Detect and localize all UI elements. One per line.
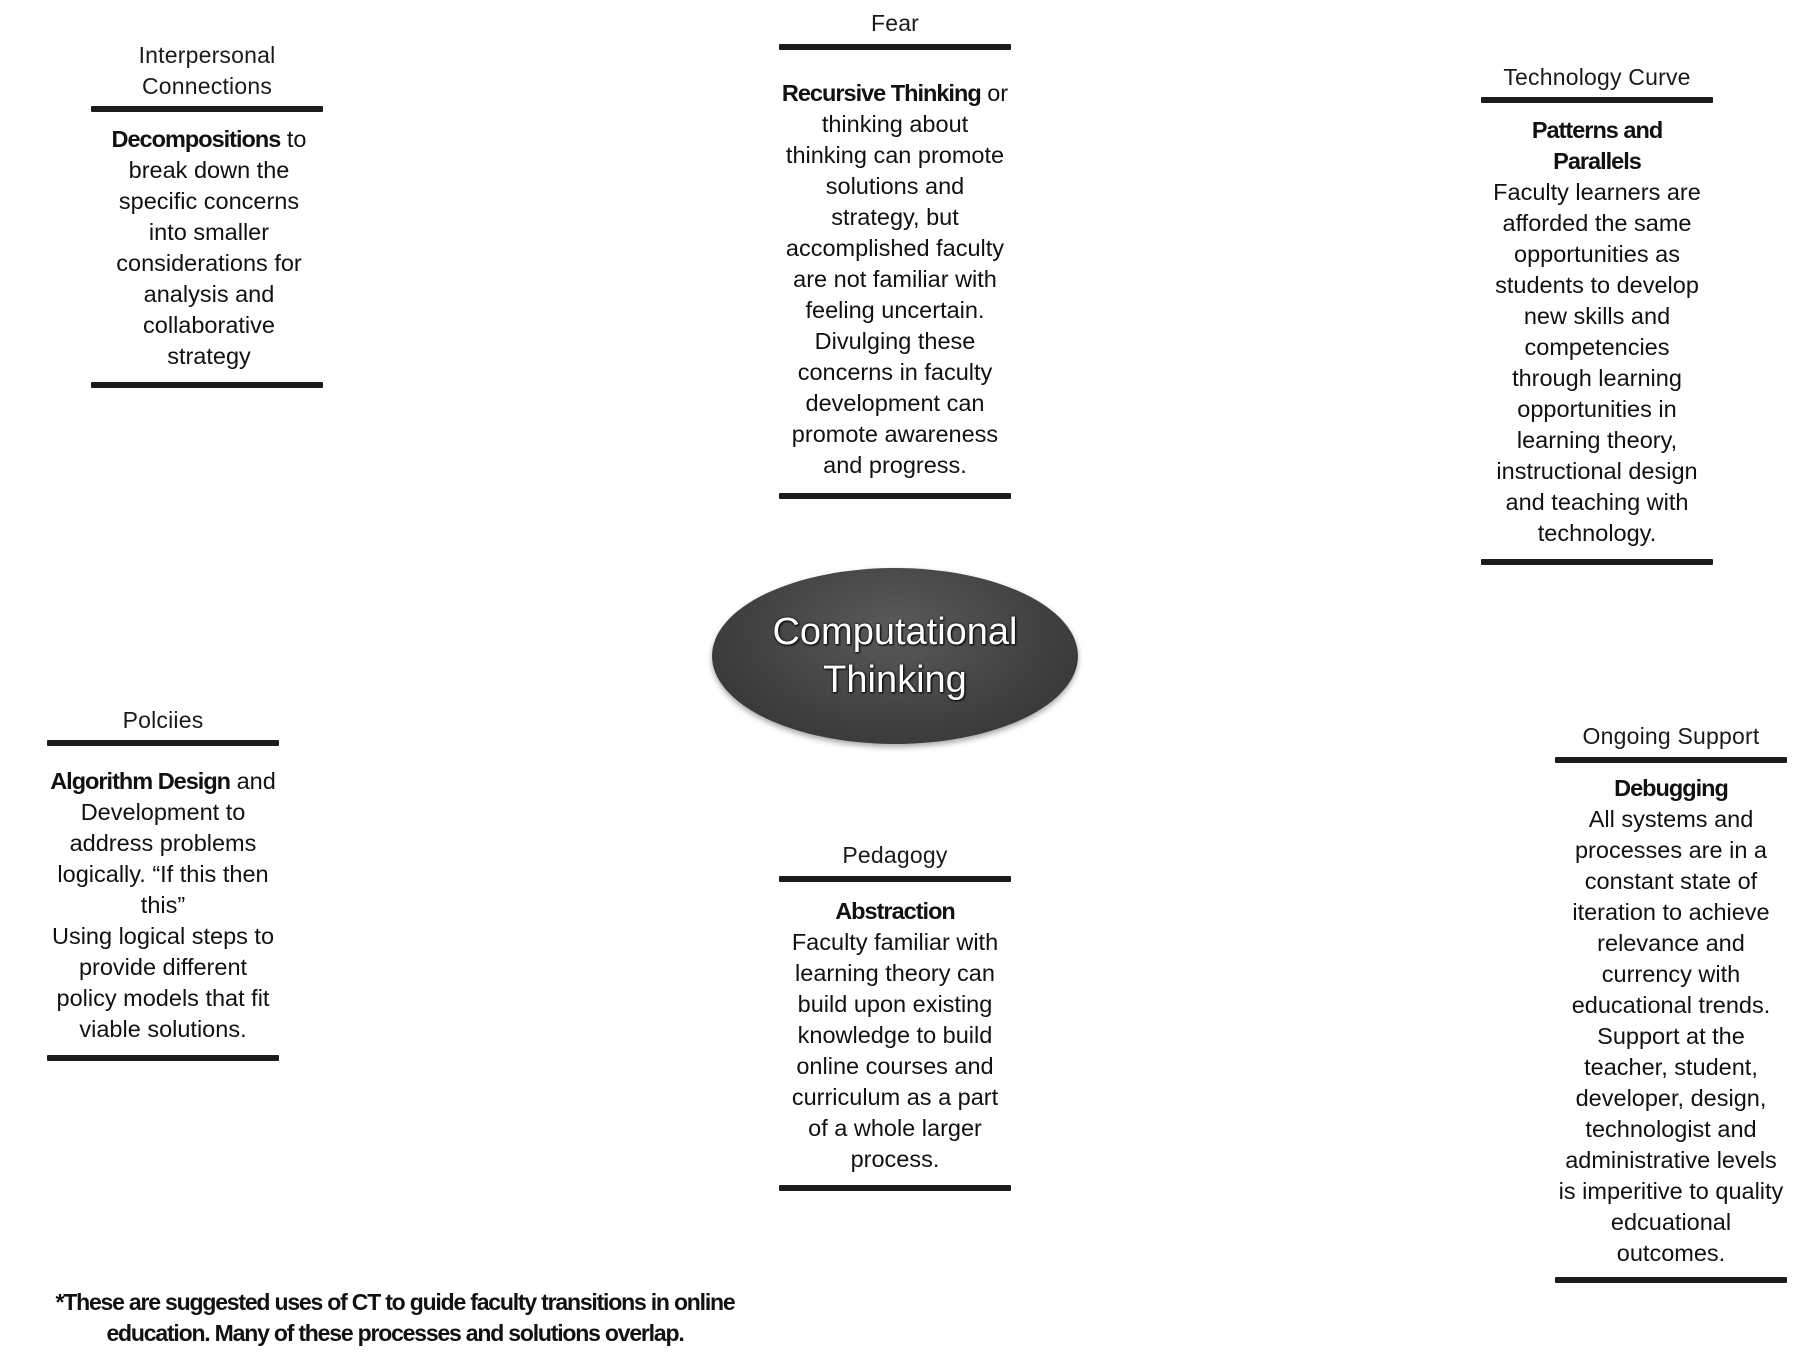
central-concept-label: Computational Thinking xyxy=(772,611,1018,701)
node-text: and Development to address problems logically. “If this then this” xyxy=(57,768,276,918)
top-divider xyxy=(1555,757,1787,763)
node-title: Pedagogy xyxy=(842,842,948,868)
concept-label: Debugging xyxy=(1614,775,1728,801)
node-text: to break down the specific concerns into smaller considerations for analysis and collaborative strategy xyxy=(116,126,307,369)
node-ongoing-support xyxy=(1555,721,1787,1283)
node-technology-curve xyxy=(1481,62,1713,565)
node-pedagogy xyxy=(779,840,1011,1191)
top-divider xyxy=(779,876,1011,882)
node-text-secondary: Using logical steps to provide different policy models that fit viable solutions. xyxy=(51,923,275,1042)
bottom-divider xyxy=(91,382,323,388)
node-interpersonal-connections xyxy=(91,40,323,388)
top-divider xyxy=(779,44,1011,50)
central-concept-ellipse xyxy=(712,568,1078,744)
concept-label: Patterns and Parallels xyxy=(1531,117,1663,174)
concept-label: Recursive Thinking xyxy=(781,80,981,106)
top-divider xyxy=(47,740,279,746)
bottom-divider xyxy=(779,493,1011,499)
bottom-divider xyxy=(779,1185,1011,1191)
top-divider xyxy=(91,106,323,112)
node-policies xyxy=(47,705,279,1061)
bottom-divider xyxy=(47,1055,279,1061)
node-title: Ongoing Support xyxy=(1582,723,1760,749)
node-body xyxy=(47,766,279,1045)
top-divider xyxy=(1481,97,1713,103)
node-title: Polciies xyxy=(122,707,204,733)
node-body xyxy=(779,896,1011,1175)
node-body xyxy=(1555,773,1787,1269)
node-body xyxy=(779,78,1011,481)
node-text: Faculty learners are afforded the same opportunities as students to develop new skills and competencies through learning opportunities in learning theory, instructional design and teaching with technology. xyxy=(1493,179,1701,546)
bottom-divider xyxy=(1481,559,1713,565)
node-body xyxy=(1481,115,1713,549)
bottom-divider xyxy=(1555,1277,1787,1283)
node-body xyxy=(107,124,311,372)
node-title: Technology Curve xyxy=(1503,64,1691,90)
footnote: *These are suggested uses of CT to guide faculty transitions in online education. Many of these processes and solutions overlap. xyxy=(55,1289,735,1346)
concept-label: Algorithm Design xyxy=(50,768,231,794)
concept-label: Decompositions xyxy=(111,126,281,152)
concept-label: Abstraction xyxy=(835,898,955,924)
node-title: Fear xyxy=(870,10,920,36)
node-text: Faculty familiar with learning theory can build upon existing knowledge to build online courses and curriculum as a part of a whole larger process. xyxy=(791,929,999,1172)
node-title: Interpersonal Connections xyxy=(138,42,276,99)
node-text: or thinking about thinking can promote solutions and strategy, but accomplished faculty are not familiar with feeling uncertain. Divulging these concerns in faculty development can promote awareness and progress. xyxy=(785,80,1009,478)
node-text: All systems and processes are in a constant state of iteration to achieve relevance and currency with educational trends. Support at the teacher, student, developer, design, technologist and administrative levels is imperitive to quality edcuational outcomes. xyxy=(1558,806,1784,1266)
node-fear xyxy=(779,8,1011,499)
